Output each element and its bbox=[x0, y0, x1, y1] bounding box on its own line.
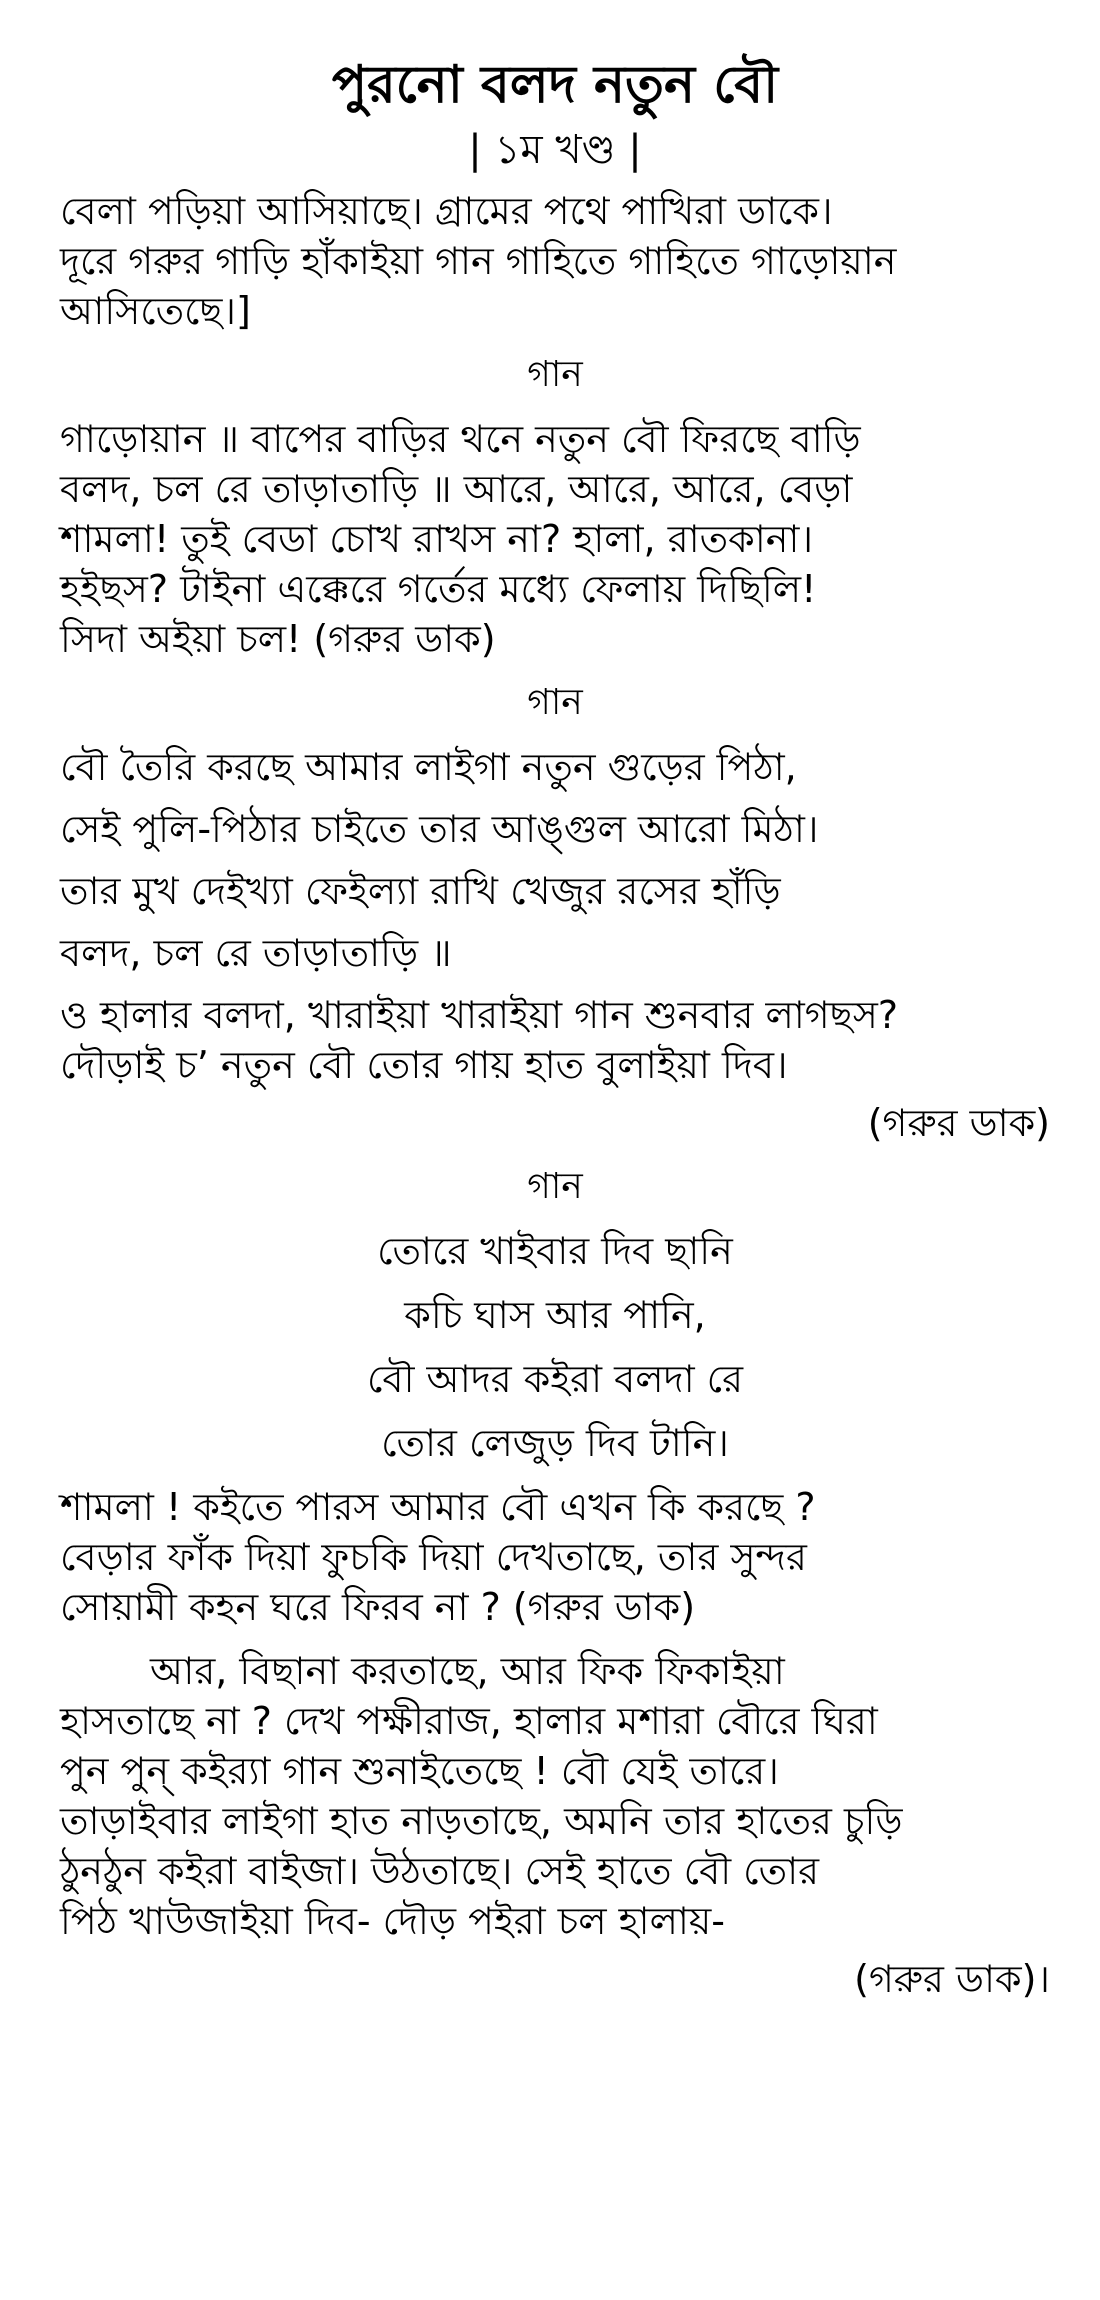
part-label: | ১ম খণ্ড | bbox=[468, 127, 642, 173]
document-page bbox=[60, 50, 1050, 2012]
dialogue-paragraph-4: আর, বিছানা করতাছে, আর ফিক ফিকাইয়া হাসতাছে না ? দেখ পক্ষীরাজ, হালার মশারা বৌরে ঘিরা পুন পুন্ কইর‍্যা গান শুনাইতেছে ! বৌ যেই তারে। তাড়াইবার লাইগা হাত নাড়তাছে, অমনি তার হাতের চুড়ি ঠুনঠুন কইরা বাইজা। উঠতাছে। সেই হাতে বৌ তোর পিঠ খাউজাইয়া দিব- দৌড় পইরা চল হালায়- bbox=[60, 1649, 903, 1943]
dialogue-paragraph-2: ও হালার বলদা, খারাইয়া খারাইয়া গান শুনবার লাগছস? দৌড়াই চ’ নতুন বৌ তোর গায় হাত বুলাইয়া দিব। bbox=[60, 993, 899, 1087]
song-line: বলদ, চল রে তাড়াতাড়ি ॥ bbox=[60, 931, 452, 975]
song-line: তোরে খাইবার দিব ছানি bbox=[377, 1229, 733, 1273]
sound-cue-1: (গরুর ডাক) bbox=[867, 1101, 1050, 1145]
song-line: সেই পুলি-পিঠার চাইতে তার আঙ্গুল আরো মিঠা। bbox=[60, 807, 819, 851]
song-heading-3: গান bbox=[527, 1166, 583, 1207]
song-line: তার মুখ দেইখ্যা ফেইল্যা রাখি খেজুর রসের হাঁড়ি bbox=[60, 869, 781, 913]
song-heading-1: গান bbox=[527, 354, 583, 395]
song-line: বৌ তৈরি করছে আমার লাইগা নতুন গুড়ের পিঠা, bbox=[60, 745, 797, 789]
song-verse-1 bbox=[60, 742, 1050, 978]
sound-cue-2: (গরুর ডাক)। bbox=[854, 1957, 1050, 2001]
song-heading-2: গান bbox=[527, 682, 583, 723]
dialogue-paragraph-1: গাড়োয়ান ॥ বাপের বাড়ির থনে নতুন বৌ ফিরছে বাড়ি বলদ, চল রে তাড়াতাড়ি ॥ আরে, আরে, আরে, বেড়া শামলা! তুই বেডা চোখ রাখস না? হালা, রাতকানা। হইছস? টাইনা এক্কেরে গর্তের মধ্যে ফেলায় দিছিলি! সিদা অইয়া চল! (গরুর ডাক) bbox=[60, 417, 861, 661]
song-line: কচি ঘাস আর পানি, bbox=[404, 1293, 706, 1337]
page-title: পুরনো বলদ নতুন বৌ bbox=[331, 55, 779, 115]
song-line: বৌ আদর কইরা বলদা রে bbox=[367, 1357, 743, 1401]
intro-paragraph: বেলা পড়িয়া আসিয়াছে। গ্রামের পথে পাখিরা ডাকে। দূরে গরুর গাড়ি হাঁকাইয়া গান গাহিতে গাহিতে গাড়োয়ান আসিতেছে।] bbox=[60, 189, 897, 333]
dialogue-paragraph-3: শামলা ! কইতে পারস আমার বৌ এখন কি করছে ? বেড়ার ফাঁক দিয়া ফুচকি দিয়া দেখতাছে, তার সুন্দর সোয়ামী কহন ঘরে ফিরব না ? (গরুর ডাক) bbox=[60, 1485, 816, 1629]
song-line: তোর লেজুড় দিব টানি। bbox=[381, 1421, 729, 1465]
song-verse-2 bbox=[60, 1226, 1050, 1468]
